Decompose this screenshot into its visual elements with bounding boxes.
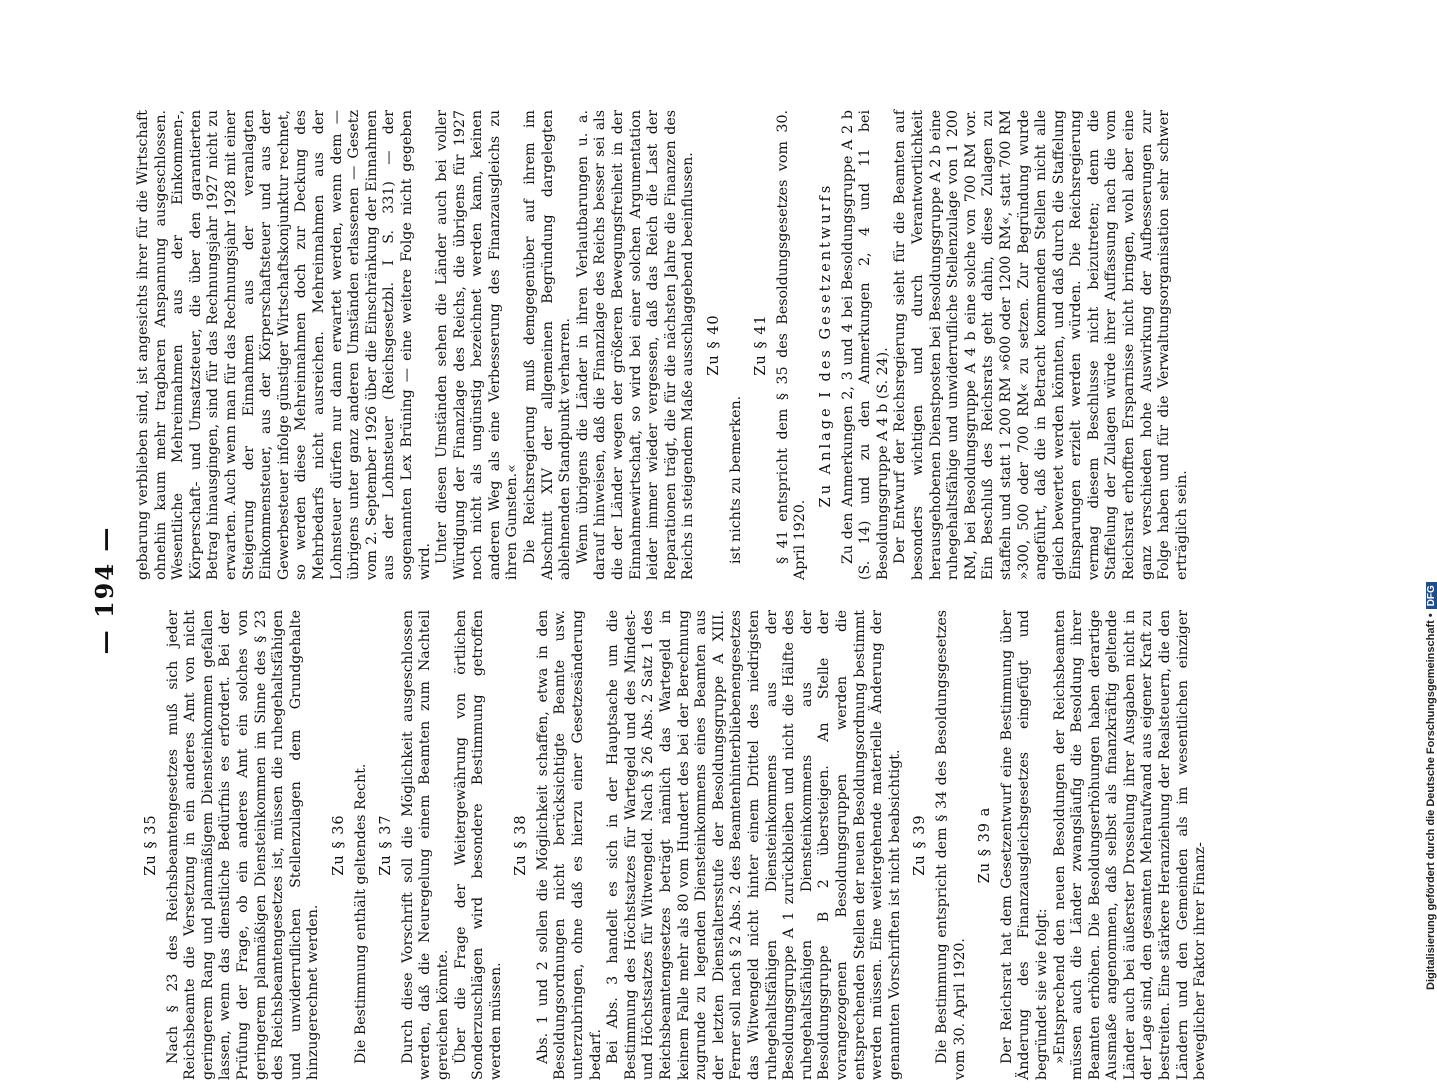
section-heading: Zu § 36: [330, 814, 347, 876]
paragraph: Über die Frage der Weitergewährung von örtlichen Sonderzuschlägen wird besondere Bestimmung getroffen werden müssen.: [452, 610, 504, 1080]
paragraph: Der Entwurf der Reichsregierung sieht für die Beamten auf besonders wichtigen und durch Verantwortlichkeit herausgehobenen Dienstposten bei Besoldungsgruppe A 2 b eine ruhegehaltsfähige und unwiderrufliche Stellenzulage von 1 200 RM, bei Besoldungsgruppe A 4 b eine solche von 700 RM vor. Ein Beschluß des Reichsrats geht dahin, diese Zulagen zu staffeln und statt 1 200 RM »600 oder 1200 RM«, statt 700 RM »300, 500 oder 700 RM« zu setzen. Zur Begründung wurde angeführt, daß die in Betracht kommenden Stellen nicht alle gleich bewertet werden könnten, und daß durch die Staffelung Einsparungen erzielt werden würden. Die Reichsregierung vermag diesem Beschlusse nicht beizutreten; denn die Staffelung der Zulagen würde ihrer Auffassung nach die vom Reichsrat erhofften Ersparnisse nicht bringen, wohl aber eine ganz verschieden hohe Auswirkung der Aufbesserungen zur Folge haben und für die Verwaltungsorganisation sehr schwer erträglich sein.: [892, 110, 1190, 580]
paragraph: Unter diesen Umständen sehen die Länder auch bei voller Würdigung der Finanzlage des Reichs, die übrigens für 1927 noch nicht als ungünstig bezeichnet werden kann, keinen anderen Weg als eine Verbesserung des Finanzausgleichs zu ihren Gunsten.«: [434, 110, 521, 580]
paragraph: Abs. 1 und 2 sollen die Möglichkeit schaffen, etwa in den Besoldungsordnungen nicht berücksichtigte Beamte usw. unterzubringen, ohne daß es hierzu einer Gesetzesänderung bedarf.: [534, 610, 604, 1080]
section-heading: Zu § 39: [912, 814, 929, 876]
paragraph: Zu den Anmerkungen 2, 3 und 4 bei Besoldungsgruppe A 2 b (S. 14) und zu den Anmerkungen 2, 4 und 11 bei Besoldungsgruppe A 4 b (S. 24).: [839, 110, 891, 580]
digitization-text: Digitalisierung gefördert durch die Deutsche Forschungsgemeinschaft •: [1425, 613, 1437, 990]
section-heading: Zu § 38: [513, 814, 530, 876]
paragraph: Nach § 23 des Reichsbeamtengesetzes muß sich jeder Reichsbeamte die Versetzung in ein anderes Amt von nicht geringerem Rang und planmäßigem Diensteinkommen gefallen lassen, wenn das dienstliche Bedürfnis es erfordert. Bei der Prüfung der Frage, ob ein anderes Amt ein solches von geringerem planmäßigen Diensteinkommen im Sinne des § 23 des Reichsbeamtengesetzes ist, müssen die ruhegehaltsfähigen und unwiderruflichen Stellenzulagen dem Grundgehalte hinzugerechnet werden.: [164, 610, 322, 1080]
paragraph: ist nichts zu bemerken.: [727, 395, 744, 564]
paragraph: Die Reichsregierung muß demgegenüber auf ihrem im Abschnitt XIV der allgemeinen Begründung dargelegten ablehnenden Standpunkt verharren.: [522, 110, 574, 580]
section-heading: Zu § 39 a: [977, 806, 994, 884]
section-heading: Zu § 37: [378, 814, 395, 876]
left-column: [135, 610, 1210, 1080]
page-number: — 194 —: [90, 525, 119, 655]
paragraph: »Entsprechend den neuen Besoldungen der Reichsbeamten müssen auch die Länder zwangsläufig die Besoldung ihrer Beamten erhöhen. Die Besoldungserhöhungen haben derartige Ausmaße angenommen, daß selbst als finanzkräftig geltende Länder auch bei äußerster Drosselung ihrer Ausgaben nicht in der Lage sind, den gesamten Mehraufwand aus eigener Kraft zu bestreiten. Eine stärkere Heranziehung der Realsteuern, die den Ländern und den Gemeinden als im wesentlichen einziger beweglicher Faktor ihrer Finanz-: [1051, 610, 1209, 1080]
paragraph: Bei Abs. 3 handelt es sich in der Hauptsache um die Bestimmung des Höchstsatzes für Wartegeld und des Mindest- und Höchstsatzes für Witwengeld. Nach § 26 Abs. 2 Satz 1 des Reichsbeamtengesetzes beträgt nämlich das Wartegeld in keinem Falle mehr als 80 vom Hundert des bei der Berechnung zugrunde zu legenden Diensteinkommens eines Beamten aus der letzten Dienstaltersstufe der Besoldungsgruppe A XIII. Ferner soll nach § 2 Abs. 2 des Beamtenhinterbliebenengesetzes das Witwengeld nicht hinter einem Drittel des niedrigsten ruhegehaltsfähigen Diensteinkommens aus der Besoldungsgruppe A 1 zurückbleiben und nicht die Hälfte des ruhegehaltsfähigen Diensteinkommens aus der Besoldungsgruppe B 2 übersteigen. An Stelle der vorangezogenen Besoldungsgruppen werden die entsprechenden Stellen der neuen Besoldungsordnung bestimmt werden müssen. Eine weitergehende materielle Änderung der genannten Vorschriften ist nicht beabsichtigt.: [605, 610, 903, 1080]
section-heading: Zu § 40: [706, 314, 722, 376]
paragraph: Der Reichsrat hat dem Gesetzentwurf eine Bestimmung über Änderung des Finanzausgleichsgesetzes eingefügt und begründet sie wie folgt:: [998, 610, 1050, 1080]
section-heading: Zu § 41: [753, 314, 770, 376]
digitization-sidebar: [1410, 10, 1437, 990]
digitization-note: [1425, 10, 1437, 990]
paragraph: gebarung verblieben sind, ist angesichts ihrer für die Wirtschaft ohnehin kaum mehr tragbaren Anspannung ausgeschlossen. Wesentliche Mehreinnahmen aus der Einkommen-, Körperschaft- und Umsatzsteuer, die über den garantierten Betrag hinausgingen, sind für das Rechnungsjahr 1927 nicht zu erwarten. Auch wenn man für das Rechnungsjahr 1928 mit einer Steigerung der Einnahmen aus der veranlagten Einkommensteuer, aus der Körperschaftsteuer und aus der Gewerbesteuer infolge günstiger Wirtschaftskonjunktur rechnet, so werden diese Mehreinnahmen doch zur Deckung des Mehrbedarfs nicht ausreichen. Mehreinnahmen aus der Lohnsteuer dürfen nur dann erwartet werden, wenn dem — übrigens unter ganz anderen Umständen erlassenen — Gesetz vom 2. September 1926 über die Einschränkung der Einnahmen aus der Lohnsteuer (Reichsgesetzbl. I S. 331) — der sogenannten Lex Brüning — eine weitere Folge nicht gegeben wird.: [135, 110, 433, 580]
section-heading: Zu § 35: [143, 814, 159, 876]
dfg-badge: DFG: [1426, 582, 1437, 609]
section-heading: Zu Anlage I des Gesetzentwurfs: [817, 182, 834, 508]
right-column: [135, 110, 1191, 580]
paragraph: Wenn übrigens die Länder in ihren Verlautbarungen u. a. darauf hinweisen, daß die Finanzlage des Reichs besser sei als die der Länder wegen der größeren Bewegungsfreiheit in der Einnahmewirtschaft, so wird bei einer solchen Argumentation leider immer wieder vergessen, daß das Reich die Last der Reparationen trägt, die für die nächsten Jahre die Finanzen des Reichs in steigendem Maße ausschlaggebend beeinflussen.: [574, 110, 697, 580]
rotated-page: [90, 90, 1344, 1090]
paragraph: Die Bestimmung entspricht dem § 34 des Besoldungsgesetzes vom 30. April 1920.: [933, 610, 968, 1080]
paragraph: Die Bestimmung enthält geltendes Recht.: [352, 763, 369, 1064]
paragraph: § 41 entspricht dem § 35 des Besoldungsgesetzes vom 30. April 1920.: [774, 110, 809, 580]
paragraph: Durch diese Vorschrift soll die Möglichkeit ausgeschlossen werden, daß die Neuregelung einem Beamten zum Nachteil gereichen könnte.: [399, 610, 451, 1080]
